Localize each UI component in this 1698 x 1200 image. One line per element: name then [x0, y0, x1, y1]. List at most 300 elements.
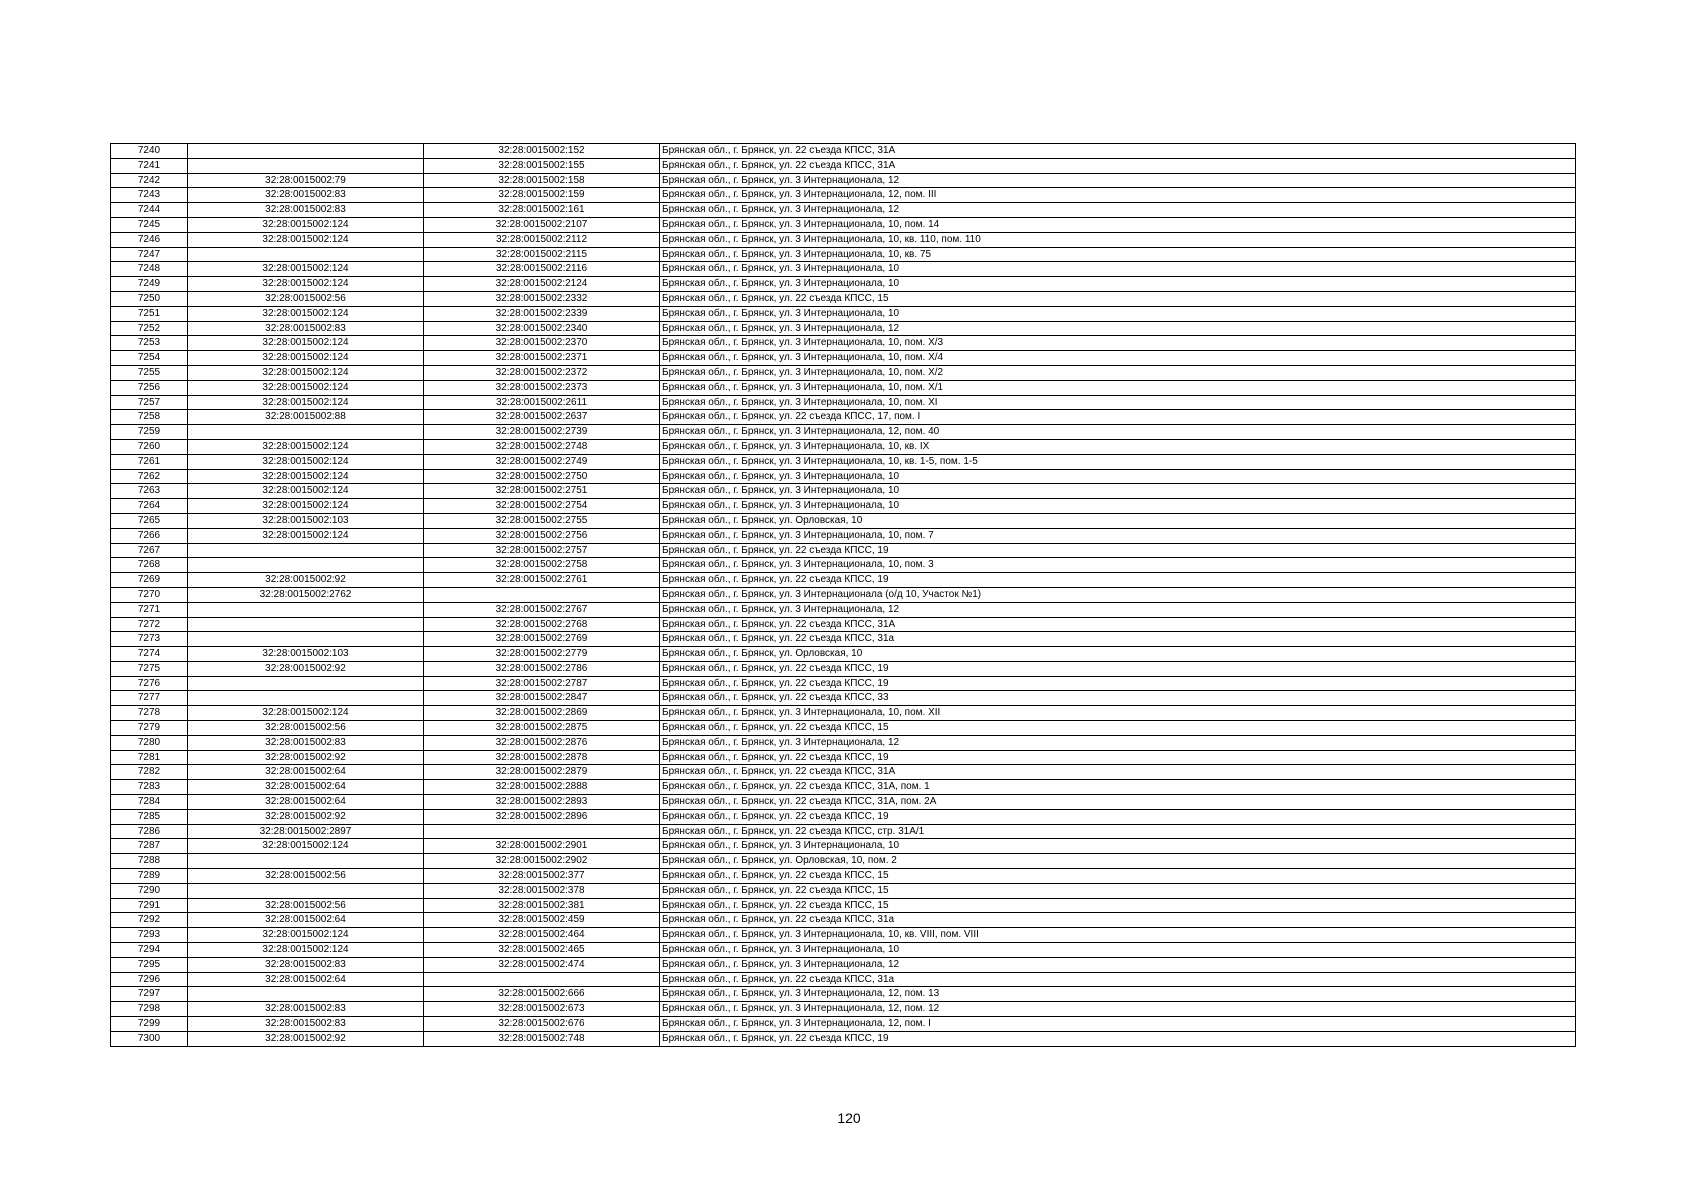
- address-cell: Брянская обл., г. Брянск, ул. 22 съезда КПСС, 31А: [660, 158, 1576, 173]
- cadastral-number-cell: 32:28:0015002:465: [424, 943, 660, 958]
- address-cell: Брянская обл., г. Брянск, ул. 3 Интернационала, 12, пом. 40: [660, 425, 1576, 440]
- cadastral-number-cell: 32:28:0015002:2888: [424, 780, 660, 795]
- table-row: [111, 425, 1576, 440]
- table-row: [111, 647, 1576, 662]
- address-cell: Брянская обл., г. Брянск, ул. 3 Интернационала, 12, пом. III: [660, 188, 1576, 203]
- cadastral-number-cell: 32:28:0015002:2372: [424, 365, 660, 380]
- row-number-cell: 7268: [111, 558, 188, 573]
- table-row: [111, 928, 1576, 943]
- parent-cadastral-number-cell: [188, 425, 424, 440]
- row-number-cell: 7250: [111, 291, 188, 306]
- table-row: [111, 632, 1576, 647]
- cadastral-number-cell: 32:28:0015002:464: [424, 928, 660, 943]
- address-cell: Брянская обл., г. Брянск, ул. 22 съезда КПСС, 19: [660, 543, 1576, 558]
- cadastral-number-cell: 32:28:0015002:474: [424, 957, 660, 972]
- parent-cadastral-number-cell: [188, 543, 424, 558]
- address-cell: Брянская обл., г. Брянск, ул. 3 Интернационала, 10: [660, 839, 1576, 854]
- parent-cadastral-number-cell: 32:28:0015002:56: [188, 291, 424, 306]
- row-number-cell: 7291: [111, 898, 188, 913]
- row-number-cell: 7273: [111, 632, 188, 647]
- row-number-cell: 7279: [111, 721, 188, 736]
- parent-cadastral-number-cell: 32:28:0015002:56: [188, 721, 424, 736]
- cadastral-number-cell: 32:28:0015002:676: [424, 1017, 660, 1032]
- cadastral-number-cell: 32:28:0015002:673: [424, 1002, 660, 1017]
- row-number-cell: 7246: [111, 232, 188, 247]
- table-row: [111, 262, 1576, 277]
- address-cell: Брянская обл., г. Брянск, ул. 3 Интернационала, 10, пом. XI: [660, 395, 1576, 410]
- row-number-cell: 7290: [111, 883, 188, 898]
- address-cell: Брянская обл., г. Брянск, ул. 3 Интернационала, 10, пом. 3: [660, 558, 1576, 573]
- table-row: [111, 469, 1576, 484]
- address-cell: Брянская обл., г. Брянск, ул. 22 съезда КПСС, 31А: [660, 765, 1576, 780]
- parent-cadastral-number-cell: 32:28:0015002:124: [188, 217, 424, 232]
- table-row: [111, 336, 1576, 351]
- cadastral-number-cell: 32:28:0015002:2124: [424, 277, 660, 292]
- table-row: [111, 854, 1576, 869]
- table-row: [111, 750, 1576, 765]
- table-row: [111, 1002, 1576, 1017]
- parent-cadastral-number-cell: 32:28:0015002:124: [188, 528, 424, 543]
- table-row: [111, 706, 1576, 721]
- register-table-container: [110, 143, 1576, 1047]
- cadastral-number-cell: 32:28:0015002:2902: [424, 854, 660, 869]
- row-number-cell: 7300: [111, 1031, 188, 1046]
- parent-cadastral-number-cell: 32:28:0015002:124: [188, 365, 424, 380]
- cadastral-number-cell: [424, 587, 660, 602]
- address-cell: Брянская обл., г. Брянск, ул. 22 съезда КПСС, 31А, пом. 1: [660, 780, 1576, 795]
- table-row: [111, 573, 1576, 588]
- address-cell: Брянская обл., г. Брянск, ул. 22 съезда КПСС, 17, пом. I: [660, 410, 1576, 425]
- address-cell: Брянская обл., г. Брянск, ул. 3 Интернационала, 12, пом. I: [660, 1017, 1576, 1032]
- parent-cadastral-number-cell: 32:28:0015002:83: [188, 735, 424, 750]
- address-cell: Брянская обл., г. Брянск, ул. 3 Интернационала, 10: [660, 306, 1576, 321]
- address-cell: Брянская обл., г. Брянск, ул. 22 съезда КПСС, 31А: [660, 144, 1576, 159]
- row-number-cell: 7283: [111, 780, 188, 795]
- row-number-cell: 7298: [111, 1002, 188, 1017]
- table-row: [111, 691, 1576, 706]
- cadastral-number-cell: 32:28:0015002:2847: [424, 691, 660, 706]
- cadastral-number-cell: 32:28:0015002:459: [424, 913, 660, 928]
- cadastral-number-cell: 32:28:0015002:748: [424, 1031, 660, 1046]
- table-row: [111, 721, 1576, 736]
- row-number-cell: 7245: [111, 217, 188, 232]
- parent-cadastral-number-cell: 32:28:0015002:92: [188, 661, 424, 676]
- parent-cadastral-number-cell: 32:28:0015002:83: [188, 188, 424, 203]
- table-row: [111, 735, 1576, 750]
- cadastral-number-cell: 32:28:0015002:2116: [424, 262, 660, 277]
- row-number-cell: 7294: [111, 943, 188, 958]
- address-cell: Брянская обл., г. Брянск, ул. 22 съезда КПСС, 19: [660, 573, 1576, 588]
- cadastral-number-cell: 32:28:0015002:2761: [424, 573, 660, 588]
- row-number-cell: 7243: [111, 188, 188, 203]
- address-cell: Брянская обл., г. Брянск, ул. 22 съезда КПСС, стр. 31А/1: [660, 824, 1576, 839]
- table-row: [111, 809, 1576, 824]
- table-row: [111, 1031, 1576, 1046]
- address-cell: Брянская обл., г. Брянск, ул. Орловская, 10, пом. 2: [660, 854, 1576, 869]
- row-number-cell: 7251: [111, 306, 188, 321]
- table-row: [111, 513, 1576, 528]
- table-row: [111, 661, 1576, 676]
- row-number-cell: 7258: [111, 410, 188, 425]
- table-row: [111, 795, 1576, 810]
- table-row: [111, 410, 1576, 425]
- address-cell: Брянская обл., г. Брянск, ул. 22 съезда КПСС, 19: [660, 676, 1576, 691]
- table-row: [111, 454, 1576, 469]
- table-row: [111, 321, 1576, 336]
- cadastral-number-cell: 32:28:0015002:2768: [424, 617, 660, 632]
- cadastral-number-cell: [424, 972, 660, 987]
- parent-cadastral-number-cell: [188, 676, 424, 691]
- parent-cadastral-number-cell: 32:28:0015002:92: [188, 1031, 424, 1046]
- table-row: [111, 839, 1576, 854]
- parent-cadastral-number-cell: 32:28:0015002:2897: [188, 824, 424, 839]
- parent-cadastral-number-cell: 32:28:0015002:92: [188, 809, 424, 824]
- table-row: [111, 957, 1576, 972]
- parent-cadastral-number-cell: 32:28:0015002:2762: [188, 587, 424, 602]
- address-cell: Брянская обл., г. Брянск, ул. 3 Интернационала, 12, пом. 13: [660, 987, 1576, 1002]
- row-number-cell: 7266: [111, 528, 188, 543]
- table-row: [111, 824, 1576, 839]
- cadastral-number-cell: 32:28:0015002:2749: [424, 454, 660, 469]
- table-row: [111, 144, 1576, 159]
- parent-cadastral-number-cell: 32:28:0015002:88: [188, 410, 424, 425]
- address-cell: Брянская обл., г. Брянск, ул. 3 Интернационала, 12: [660, 602, 1576, 617]
- table-row: [111, 543, 1576, 558]
- row-number-cell: 7292: [111, 913, 188, 928]
- row-number-cell: 7281: [111, 750, 188, 765]
- table-row: [111, 987, 1576, 1002]
- row-number-cell: 7293: [111, 928, 188, 943]
- row-number-cell: 7260: [111, 439, 188, 454]
- row-number-cell: 7285: [111, 809, 188, 824]
- row-number-cell: 7248: [111, 262, 188, 277]
- row-number-cell: 7254: [111, 351, 188, 366]
- cadastral-number-cell: 32:28:0015002:2757: [424, 543, 660, 558]
- cadastral-number-cell: 32:28:0015002:2779: [424, 647, 660, 662]
- address-cell: Брянская обл., г. Брянск, ул. 3 Интернационала, 10: [660, 943, 1576, 958]
- parent-cadastral-number-cell: [188, 158, 424, 173]
- address-cell: Брянская обл., г. Брянск, ул. 22 съезда КПСС, 31А, пом. 2А: [660, 795, 1576, 810]
- parent-cadastral-number-cell: 32:28:0015002:124: [188, 839, 424, 854]
- table-row: [111, 247, 1576, 262]
- table-row: [111, 173, 1576, 188]
- parent-cadastral-number-cell: 32:28:0015002:124: [188, 336, 424, 351]
- cadastral-number-cell: 32:28:0015002:2787: [424, 676, 660, 691]
- row-number-cell: 7249: [111, 277, 188, 292]
- address-cell: Брянская обл., г. Брянск, ул. 3 Интернационала, 10, пом. XII: [660, 706, 1576, 721]
- parent-cadastral-number-cell: 32:28:0015002:64: [188, 972, 424, 987]
- address-cell: Брянская обл., г. Брянск, ул. 3 Интернационала, 12: [660, 173, 1576, 188]
- table-row: [111, 203, 1576, 218]
- cadastral-number-cell: 32:28:0015002:2876: [424, 735, 660, 750]
- row-number-cell: 7255: [111, 365, 188, 380]
- parent-cadastral-number-cell: 32:28:0015002:56: [188, 869, 424, 884]
- row-number-cell: 7289: [111, 869, 188, 884]
- row-number-cell: 7270: [111, 587, 188, 602]
- parent-cadastral-number-cell: 32:28:0015002:124: [188, 928, 424, 943]
- parent-cadastral-number-cell: [188, 558, 424, 573]
- address-cell: Брянская обл., г. Брянск, ул. 3 Интернационала, 10: [660, 499, 1576, 514]
- cadastral-number-cell: 32:28:0015002:2370: [424, 336, 660, 351]
- table-row: [111, 869, 1576, 884]
- cadastral-number-cell: 32:28:0015002:2750: [424, 469, 660, 484]
- row-number-cell: 7241: [111, 158, 188, 173]
- parent-cadastral-number-cell: [188, 854, 424, 869]
- parent-cadastral-number-cell: [188, 617, 424, 632]
- row-number-cell: 7262: [111, 469, 188, 484]
- row-number-cell: 7244: [111, 203, 188, 218]
- address-cell: Брянская обл., г. Брянск, ул. 22 съезда КПСС, 31А: [660, 617, 1576, 632]
- address-cell: Брянская обл., г. Брянск, ул. 3 Интернационала, 10, кв. 1-5, пом. 1-5: [660, 454, 1576, 469]
- table-row: [111, 765, 1576, 780]
- cadastral-number-cell: 32:28:0015002:161: [424, 203, 660, 218]
- cadastral-number-cell: 32:28:0015002:2739: [424, 425, 660, 440]
- parent-cadastral-number-cell: 32:28:0015002:83: [188, 321, 424, 336]
- address-cell: Брянская обл., г. Брянск, ул. 3 Интернационала, 10, пом. 14: [660, 217, 1576, 232]
- cadastral-number-cell: 32:28:0015002:159: [424, 188, 660, 203]
- row-number-cell: 7299: [111, 1017, 188, 1032]
- cadastral-number-cell: 32:28:0015002:2107: [424, 217, 660, 232]
- parent-cadastral-number-cell: 32:28:0015002:56: [188, 898, 424, 913]
- row-number-cell: 7267: [111, 543, 188, 558]
- cadastral-number-cell: 32:28:0015002:2896: [424, 809, 660, 824]
- parent-cadastral-number-cell: 32:28:0015002:83: [188, 957, 424, 972]
- cadastral-number-cell: 32:28:0015002:666: [424, 987, 660, 1002]
- row-number-cell: 7272: [111, 617, 188, 632]
- cadastral-number-cell: [424, 824, 660, 839]
- cadastral-number-cell: 32:28:0015002:2339: [424, 306, 660, 321]
- address-cell: Брянская обл., г. Брянск, ул. 22 съезда КПСС, 19: [660, 809, 1576, 824]
- row-number-cell: 7280: [111, 735, 188, 750]
- parent-cadastral-number-cell: 32:28:0015002:103: [188, 513, 424, 528]
- row-number-cell: 7282: [111, 765, 188, 780]
- parent-cadastral-number-cell: [188, 691, 424, 706]
- parent-cadastral-number-cell: 32:28:0015002:124: [188, 380, 424, 395]
- row-number-cell: 7269: [111, 573, 188, 588]
- row-number-cell: 7263: [111, 484, 188, 499]
- row-number-cell: 7288: [111, 854, 188, 869]
- cadastral-number-cell: 32:28:0015002:155: [424, 158, 660, 173]
- row-number-cell: 7276: [111, 676, 188, 691]
- table-row: [111, 380, 1576, 395]
- row-number-cell: 7297: [111, 987, 188, 1002]
- address-cell: Брянская обл., г. Брянск, ул. 22 съезда КПСС, 31а: [660, 972, 1576, 987]
- cadastral-number-cell: 32:28:0015002:2767: [424, 602, 660, 617]
- row-number-cell: 7256: [111, 380, 188, 395]
- address-cell: Брянская обл., г. Брянск, ул. 3 Интернационала, 10, пом. Х/4: [660, 351, 1576, 366]
- cadastral-number-cell: 32:28:0015002:2340: [424, 321, 660, 336]
- table-row: [111, 351, 1576, 366]
- address-cell: Брянская обл., г. Брянск, ул. 3 Интернационала, 10: [660, 262, 1576, 277]
- row-number-cell: 7286: [111, 824, 188, 839]
- cadastral-number-cell: 32:28:0015002:381: [424, 898, 660, 913]
- address-cell: Брянская обл., г. Брянск, ул. 3 Интернационала (о/д 10, Участок №1): [660, 587, 1576, 602]
- cadastral-number-cell: 32:28:0015002:2755: [424, 513, 660, 528]
- table-row: [111, 188, 1576, 203]
- cadastral-number-cell: 32:28:0015002:2748: [424, 439, 660, 454]
- parent-cadastral-number-cell: 32:28:0015002:92: [188, 750, 424, 765]
- parent-cadastral-number-cell: 32:28:0015002:103: [188, 647, 424, 662]
- table-row: [111, 913, 1576, 928]
- parent-cadastral-number-cell: [188, 602, 424, 617]
- parent-cadastral-number-cell: 32:28:0015002:124: [188, 277, 424, 292]
- address-cell: Брянская обл., г. Брянск, ул. 22 съезда КПСС, 19: [660, 1031, 1576, 1046]
- row-number-cell: 7252: [111, 321, 188, 336]
- cadastral-number-cell: 32:28:0015002:2756: [424, 528, 660, 543]
- parent-cadastral-number-cell: 32:28:0015002:64: [188, 780, 424, 795]
- address-cell: Брянская обл., г. Брянск, ул. 3 Интернационала, 10, пом. Х/1: [660, 380, 1576, 395]
- address-cell: Брянская обл., г. Брянск, ул. 3 Интернационала, 12, пом. 12: [660, 1002, 1576, 1017]
- row-number-cell: 7264: [111, 499, 188, 514]
- table-row: [111, 365, 1576, 380]
- parent-cadastral-number-cell: 32:28:0015002:64: [188, 913, 424, 928]
- parent-cadastral-number-cell: 32:28:0015002:124: [188, 306, 424, 321]
- address-cell: Брянская обл., г. Брянск, ул. 22 съезда КПСС, 15: [660, 869, 1576, 884]
- parent-cadastral-number-cell: 32:28:0015002:124: [188, 439, 424, 454]
- address-cell: Брянская обл., г. Брянск, ул. Орловская, 10: [660, 513, 1576, 528]
- row-number-cell: 7278: [111, 706, 188, 721]
- table-row: [111, 395, 1576, 410]
- table-row: [111, 528, 1576, 543]
- parent-cadastral-number-cell: [188, 883, 424, 898]
- parent-cadastral-number-cell: 32:28:0015002:124: [188, 499, 424, 514]
- table-row: [111, 306, 1576, 321]
- row-number-cell: 7275: [111, 661, 188, 676]
- parent-cadastral-number-cell: 32:28:0015002:124: [188, 232, 424, 247]
- row-number-cell: 7253: [111, 336, 188, 351]
- address-cell: Брянская обл., г. Брянск, ул. 3 Интернационала, 10, пом. Х/3: [660, 336, 1576, 351]
- row-number-cell: 7277: [111, 691, 188, 706]
- cadastral-number-cell: 32:28:0015002:2786: [424, 661, 660, 676]
- table-row: [111, 232, 1576, 247]
- parent-cadastral-number-cell: 32:28:0015002:124: [188, 943, 424, 958]
- table-row: [111, 676, 1576, 691]
- parent-cadastral-number-cell: 32:28:0015002:124: [188, 351, 424, 366]
- cadastral-number-cell: 32:28:0015002:2754: [424, 499, 660, 514]
- row-number-cell: 7259: [111, 425, 188, 440]
- cadastral-number-cell: 32:28:0015002:2879: [424, 765, 660, 780]
- table-row: [111, 1017, 1576, 1032]
- address-cell: Брянская обл., г. Брянск, ул. 22 съезда КПСС, 19: [660, 750, 1576, 765]
- row-number-cell: 7247: [111, 247, 188, 262]
- table-row: [111, 898, 1576, 913]
- address-cell: Брянская обл., г. Брянск, ул. 3 Интернационала, 12: [660, 735, 1576, 750]
- cadastral-number-cell: 32:28:0015002:378: [424, 883, 660, 898]
- cadastral-number-cell: 32:28:0015002:2373: [424, 380, 660, 395]
- cadastral-number-cell: 32:28:0015002:2869: [424, 706, 660, 721]
- parent-cadastral-number-cell: [188, 247, 424, 262]
- row-number-cell: 7261: [111, 454, 188, 469]
- cadastral-number-cell: 32:28:0015002:2611: [424, 395, 660, 410]
- address-cell: Брянская обл., г. Брянск, ул. 22 съезда КПСС, 33: [660, 691, 1576, 706]
- address-cell: Брянская обл., г. Брянск, ул. 3 Интернационала, 10: [660, 277, 1576, 292]
- cadastral-number-cell: 32:28:0015002:2115: [424, 247, 660, 262]
- cadastral-number-cell: 32:28:0015002:2751: [424, 484, 660, 499]
- register-table: [110, 143, 1576, 1047]
- parent-cadastral-number-cell: 32:28:0015002:83: [188, 1002, 424, 1017]
- table-row: [111, 291, 1576, 306]
- cadastral-number-cell: 32:28:0015002:2769: [424, 632, 660, 647]
- row-number-cell: 7287: [111, 839, 188, 854]
- cadastral-number-cell: 32:28:0015002:2878: [424, 750, 660, 765]
- parent-cadastral-number-cell: 32:28:0015002:83: [188, 203, 424, 218]
- address-cell: Брянская обл., г. Брянск, ул. 3 Интернационала, 10, кв. VIII, пом. VIII: [660, 928, 1576, 943]
- table-row: [111, 484, 1576, 499]
- address-cell: Брянская обл., г. Брянск, ул. 22 съезда КПСС, 31а: [660, 913, 1576, 928]
- address-cell: Брянская обл., г. Брянск, ул. 22 съезда КПСС, 15: [660, 883, 1576, 898]
- cadastral-number-cell: 32:28:0015002:2901: [424, 839, 660, 854]
- row-number-cell: 7284: [111, 795, 188, 810]
- address-cell: Брянская обл., г. Брянск, ул. 22 съезда КПСС, 15: [660, 898, 1576, 913]
- row-number-cell: 7242: [111, 173, 188, 188]
- row-number-cell: 7271: [111, 602, 188, 617]
- table-row: [111, 217, 1576, 232]
- parent-cadastral-number-cell: 32:28:0015002:83: [188, 1017, 424, 1032]
- address-cell: Брянская обл., г. Брянск, ул. Орловская, 10: [660, 647, 1576, 662]
- address-cell: Брянская обл., г. Брянск, ул. 3 Интернационала, 10, пом. 7: [660, 528, 1576, 543]
- page-number: 120: [837, 1110, 861, 1126]
- cadastral-number-cell: 32:28:0015002:152: [424, 144, 660, 159]
- table-row: [111, 602, 1576, 617]
- cadastral-number-cell: 32:28:0015002:158: [424, 173, 660, 188]
- address-cell: Брянская обл., г. Брянск, ул. 3 Интернационала, 10, пом. Х/2: [660, 365, 1576, 380]
- address-cell: Брянская обл., г. Брянск, ул. 22 съезда КПСС, 15: [660, 291, 1576, 306]
- row-number-cell: 7257: [111, 395, 188, 410]
- cadastral-number-cell: 32:28:0015002:2758: [424, 558, 660, 573]
- parent-cadastral-number-cell: 32:28:0015002:64: [188, 765, 424, 780]
- parent-cadastral-number-cell: 32:28:0015002:79: [188, 173, 424, 188]
- register-table-body: [111, 144, 1576, 1047]
- row-number-cell: 7274: [111, 647, 188, 662]
- parent-cadastral-number-cell: 32:28:0015002:124: [188, 706, 424, 721]
- cadastral-number-cell: 32:28:0015002:2332: [424, 291, 660, 306]
- parent-cadastral-number-cell: 32:28:0015002:64: [188, 795, 424, 810]
- table-row: [111, 558, 1576, 573]
- table-row: [111, 883, 1576, 898]
- row-number-cell: 7295: [111, 957, 188, 972]
- address-cell: Брянская обл., г. Брянск, ул. 22 съезда КПСС, 15: [660, 721, 1576, 736]
- address-cell: Брянская обл., г. Брянск, ул. 22 съезда КПСС, 19: [660, 661, 1576, 676]
- address-cell: Брянская обл., г. Брянск, ул. 3 Интернационала, 10: [660, 484, 1576, 499]
- address-cell: Брянская обл., г. Брянск, ул. 3 Интернационала, 12: [660, 203, 1576, 218]
- cadastral-number-cell: 32:28:0015002:2371: [424, 351, 660, 366]
- cadastral-number-cell: 32:28:0015002:2112: [424, 232, 660, 247]
- address-cell: Брянская обл., г. Брянск, ул. 3 Интернационала, 10: [660, 469, 1576, 484]
- parent-cadastral-number-cell: 32:28:0015002:124: [188, 262, 424, 277]
- table-row: [111, 158, 1576, 173]
- table-row: [111, 277, 1576, 292]
- address-cell: Брянская обл., г. Брянск, ул. 3 Интернационала, 10, кв. IX: [660, 439, 1576, 454]
- row-number-cell: 7296: [111, 972, 188, 987]
- parent-cadastral-number-cell: 32:28:0015002:124: [188, 454, 424, 469]
- cadastral-number-cell: 32:28:0015002:2875: [424, 721, 660, 736]
- parent-cadastral-number-cell: 32:28:0015002:124: [188, 469, 424, 484]
- parent-cadastral-number-cell: [188, 144, 424, 159]
- cadastral-number-cell: 32:28:0015002:2637: [424, 410, 660, 425]
- address-cell: Брянская обл., г. Брянск, ул. 3 Интернационала, 12: [660, 957, 1576, 972]
- parent-cadastral-number-cell: 32:28:0015002:124: [188, 395, 424, 410]
- table-row: [111, 587, 1576, 602]
- table-row: [111, 499, 1576, 514]
- table-row: [111, 617, 1576, 632]
- table-row: [111, 972, 1576, 987]
- parent-cadastral-number-cell: 32:28:0015002:124: [188, 484, 424, 499]
- table-row: [111, 439, 1576, 454]
- parent-cadastral-number-cell: [188, 632, 424, 647]
- parent-cadastral-number-cell: [188, 987, 424, 1002]
- row-number-cell: 7265: [111, 513, 188, 528]
- address-cell: Брянская обл., г. Брянск, ул. 22 съезда КПСС, 31а: [660, 632, 1576, 647]
